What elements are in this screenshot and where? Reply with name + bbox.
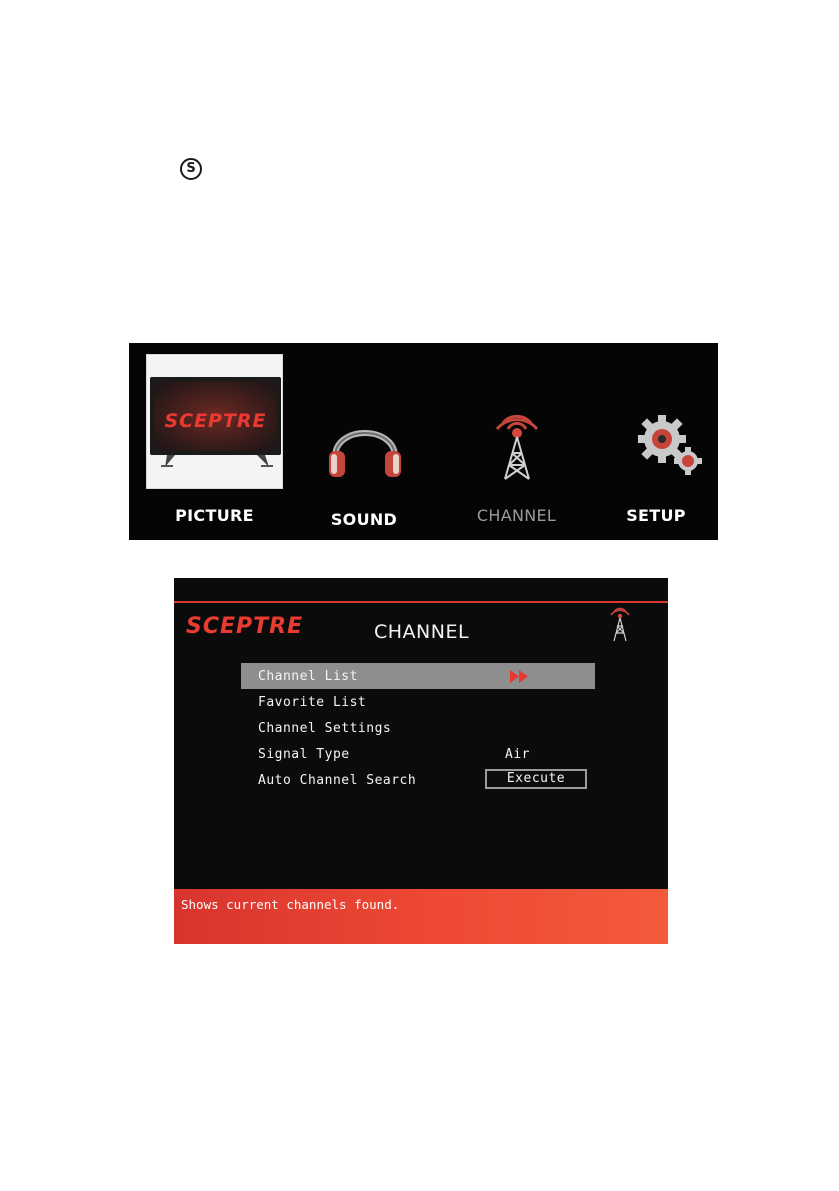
menu-label-picture: PICTURE [175, 506, 254, 525]
menu-row-channel-list[interactable] [241, 663, 595, 689]
signal-type-value: Air [505, 747, 530, 762]
menu-label-channel: CHANNEL [476, 506, 557, 525]
menu-label-setup: SETUP [626, 506, 686, 525]
menu-row-auto-channel-search[interactable] [241, 767, 595, 793]
menu-row-favorite-list[interactable] [241, 689, 595, 715]
menu-row-signal-type[interactable] [241, 741, 595, 767]
antenna-tower-icon [487, 409, 547, 481]
menu-item-sound[interactable] [289, 343, 439, 540]
gears-icon [634, 411, 704, 477]
tv-icon [147, 355, 284, 490]
row-label: Channel Settings [258, 721, 392, 736]
row-label: Signal Type [258, 747, 350, 762]
channel-osd-panel [174, 578, 668, 944]
osd-brand-logo: SCEPTRE [186, 614, 304, 639]
menu-item-channel[interactable] [439, 343, 594, 540]
row-label: Auto Channel Search [258, 773, 417, 788]
antenna-tower-icon [608, 605, 632, 643]
row-label: Favorite List [258, 695, 367, 710]
fast-forward-icon [509, 670, 529, 683]
row-label: Channel List [258, 669, 358, 684]
picture-tile-logo: SCEPTRE [164, 410, 267, 432]
menu-row-channel-settings[interactable] [241, 715, 595, 741]
osd-top-divider [174, 601, 668, 603]
headphones-icon [325, 413, 405, 483]
menu-label-sound: SOUND [330, 510, 398, 529]
status-text: Shows current channels found. [181, 897, 400, 912]
sceptre-s-logo: S [180, 158, 202, 180]
osd-title: CHANNEL [374, 621, 470, 643]
main-menu [129, 343, 718, 540]
execute-button[interactable]: Execute [485, 769, 587, 789]
picture-tile [146, 354, 283, 489]
menu-item-setup[interactable] [594, 343, 718, 540]
status-bar [174, 889, 668, 944]
menu-item-picture[interactable] [129, 343, 300, 540]
